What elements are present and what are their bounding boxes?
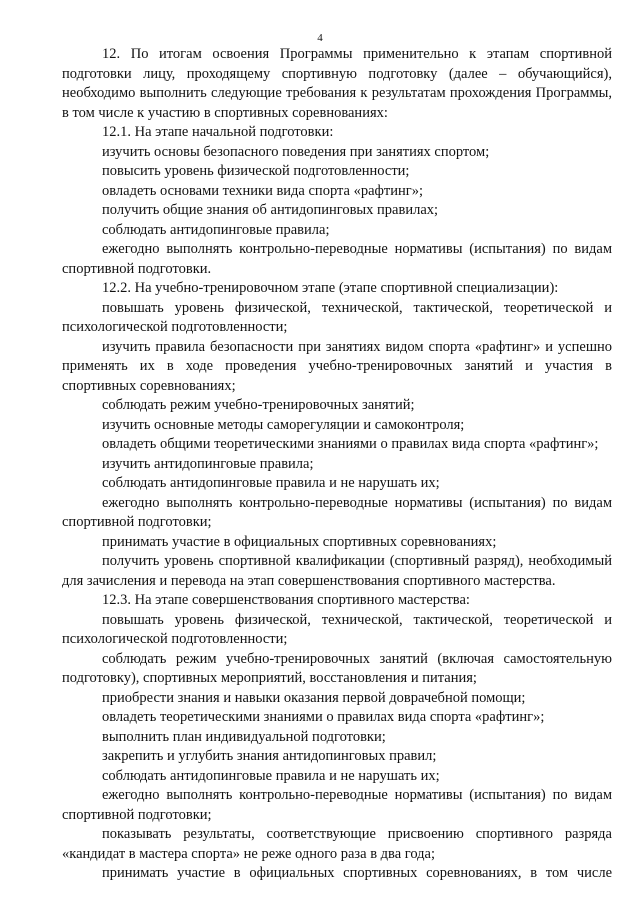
list-item: ежегодно выполнять контрольно-переводные нормативы (испытания) по видам спортивной подготовки. [62,241,612,277]
paragraph-12: 12. По итогам освоения Программы применительно к этапам спортивной подготовки лицу, проходящему спортивную подготовку (далее – обучающийся), необходимо выполнить следующие требования к результатам прохождения Программы, в том числе к участию в спортивных соревнованиях: [62,46,612,121]
list-item: ежегодно выполнять контрольно-переводные нормативы (испытания) по видам спортивной подготовки; [62,494,612,530]
list-item: выполнить план индивидуальной подготовки; [102,728,386,745]
list-item: закрепить и углубить знания антидопинговых правил; [102,748,437,764]
section-12-2-heading: 12.2. На учебно-тренировочном этапе (этапе спортивной специализации): [102,280,559,296]
list-item-continued: принимать участие в официальных спортивных соревнованиях, в том числе [102,865,612,881]
list-item: соблюдать режим учебно-тренировочных занятий; [102,397,415,413]
document-body [62,45,612,884]
list-item: изучить антидопинговые правила; [102,455,314,472]
page-number: 4 [317,32,323,44]
list-item: изучить основы безопасного поведения при занятиях спортом; [102,143,490,160]
list-item: соблюдать режим учебно-тренировочных занятий (включая самостоятельную подготовку), спортивных мероприятий, восстановления и питания; [62,650,612,686]
list-item: получить общие знания об антидопинговых правилах; [102,202,439,218]
list-item: изучить правила безопасности при занятиях видом спорта «рафтинг» и успешно применять их в ходе проведения учебно-тренировочных занятий и участия в спортивных соревнованиях; [62,338,612,394]
section-12-1-heading: 12.1. На этапе начальной подготовки: [102,124,334,140]
list-item: соблюдать антидопинговые правила и не нарушать их; [102,475,440,491]
list-item: овладеть общими теоретическими знаниями о правилах вида спорта «рафтинг»; [102,436,599,452]
list-item: овладеть основами техники вида спорта «рафтинг»; [102,182,423,199]
section-12-3-heading: 12.3. На этапе совершенствования спортивного мастерства: [102,592,470,608]
list-item: приобрести знания и навыки оказания первой доврачебной помощи; [102,689,526,706]
list-item: соблюдать антидопинговые правила и не нарушать их; [102,767,440,784]
list-item: соблюдать антидопинговые правила; [102,221,330,238]
list-item: ежегодно выполнять контрольно-переводные нормативы (испытания) по видам спортивной подготовки; [62,787,612,823]
list-item: получить уровень спортивной квалификации (спортивный разряд), необходимый для зачисления и перевода на этап совершенствования спортивного мастерства. [62,553,612,589]
list-item: показывать результаты, соответствующие присвоению спортивного разряда «кандидат в мастера спорта» не реже одного раза в два года; [62,826,612,862]
list-item: повысить уровень физической подготовленности; [102,163,410,179]
list-item: овладеть теоретическими знаниями о правилах вида спорта «рафтинг»; [102,709,545,725]
list-item: повышать уровень физической, технической, тактической, теоретической и психологической подготовленности; [62,299,612,335]
list-item: повышать уровень физической, технической, тактической, теоретической и психологической подготовленности; [62,611,612,647]
list-item: принимать участие в официальных спортивных соревнованиях; [102,533,497,550]
list-item: изучить основные методы саморегуляции и самоконтроля; [102,416,465,433]
